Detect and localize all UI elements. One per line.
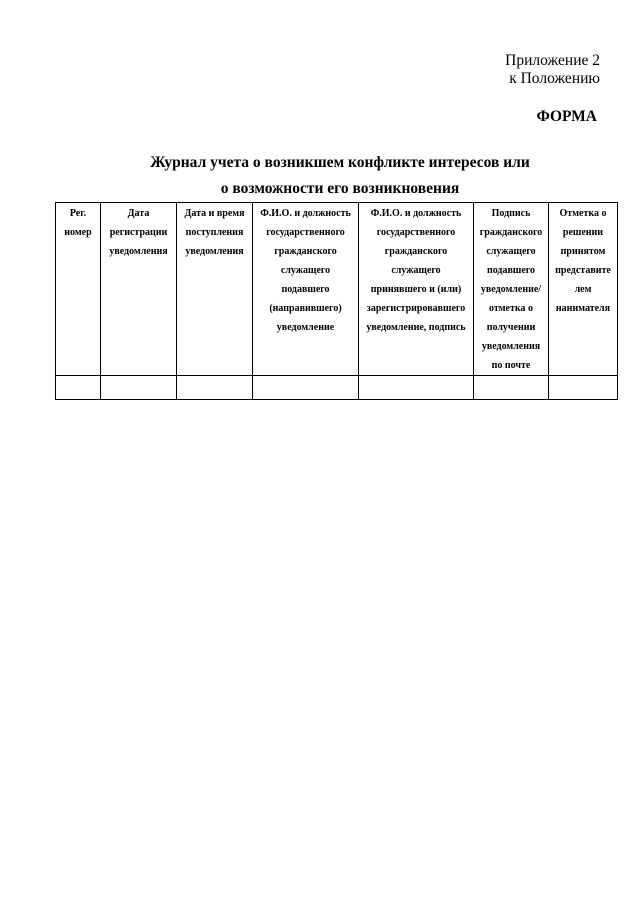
column-header-receiver: Ф.И.О. и должность государственного гражданского служащего принявшего и (или) зарегистрировавшего уведомление, подпись <box>359 203 474 376</box>
journal-table <box>55 202 618 400</box>
table-cell <box>56 376 101 400</box>
column-header-reg-number: Рег. номер <box>56 203 101 376</box>
appendix-regulation: к Положению <box>509 70 600 87</box>
column-header-submitter: Ф.И.О. и должность государственного гражданского служащего подавшего (направившего) уведомление <box>253 203 359 376</box>
table-cell <box>177 376 253 400</box>
column-header-receipt-datetime: Дата и время поступления уведомления <box>177 203 253 376</box>
form-label: ФОРМА <box>536 108 597 125</box>
table-cell <box>253 376 359 400</box>
document-title <box>120 150 560 202</box>
table-cell <box>474 376 549 400</box>
column-header-signature: Подпись гражданского служащего подавшего уведомление/ отметка о получении уведомления по почте <box>474 203 549 376</box>
table-row <box>56 376 618 400</box>
appendix-reference <box>505 52 600 88</box>
title-line-1: Журнал учета о возникшем конфликте интересов или <box>150 154 530 171</box>
title-line-2: о возможности его возникновения <box>220 180 460 197</box>
table-header-row <box>56 203 618 376</box>
appendix-number: Приложение 2 <box>505 52 600 69</box>
table-cell <box>101 376 177 400</box>
column-header-decision: Отметка о решении принятом представите лем нанимателя <box>549 203 618 376</box>
table-cell <box>549 376 618 400</box>
column-header-registration-date: Дата регистрации уведомления <box>101 203 177 376</box>
table-cell <box>359 376 474 400</box>
